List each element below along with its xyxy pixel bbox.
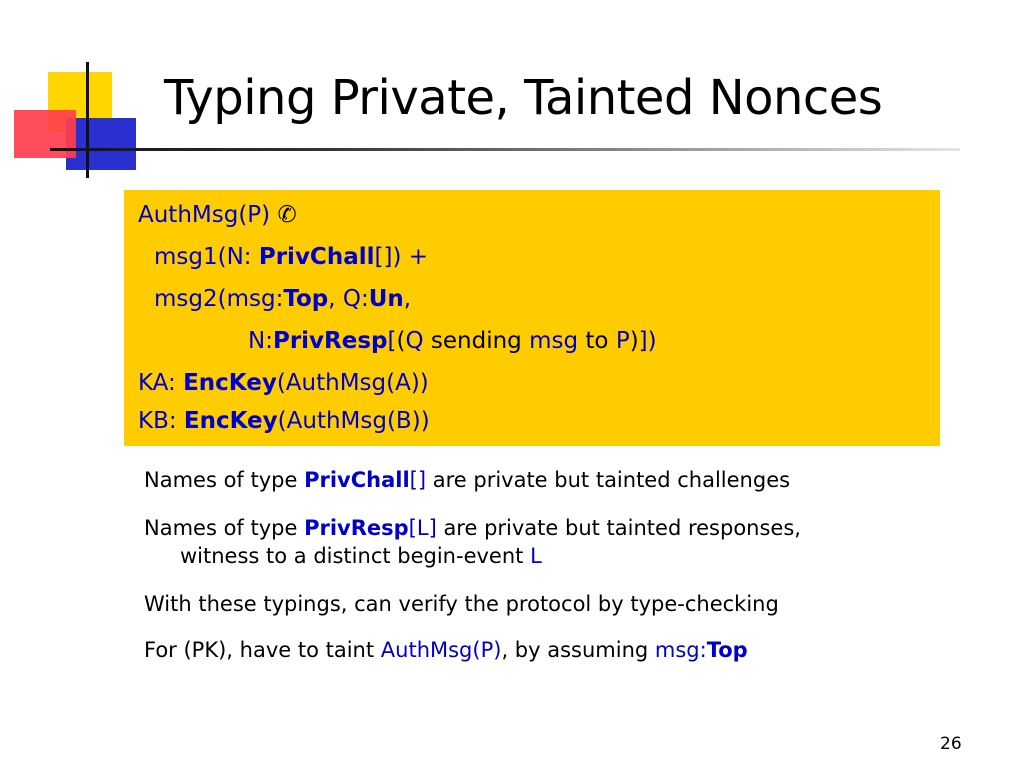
ka-label: KA:	[138, 370, 184, 396]
q-var: Q	[405, 328, 424, 354]
un-type: Un	[368, 286, 404, 312]
msg2-text: msg2(msg:	[154, 286, 284, 312]
bullet-text: are private but tainted challenges	[426, 468, 791, 492]
decor-vertical-line	[86, 62, 89, 178]
enckey-type: EncKey	[183, 408, 278, 434]
code-line-1	[138, 202, 297, 228]
code-line-2	[154, 244, 428, 270]
privresp-type: PrivResp	[272, 328, 388, 354]
code-line-4	[248, 328, 657, 354]
bullet-text: witness to a distinct begin-event	[180, 544, 531, 568]
bullet-text: Names of type	[144, 468, 305, 492]
open-paren: (	[396, 328, 406, 354]
close-paren: )	[392, 244, 402, 270]
empty-brackets: []	[374, 244, 393, 270]
decor-blue-square	[66, 118, 136, 170]
bullet-2-continuation	[180, 544, 542, 568]
bullet-text: , by assuming	[501, 638, 655, 662]
empty-brackets: []	[409, 468, 427, 492]
title-underline	[50, 148, 960, 151]
authmsg-def: AuthMsg(P)	[138, 202, 271, 228]
to-word: to	[578, 328, 616, 354]
authmsg-b: (AuthMsg(B))	[277, 408, 430, 434]
page-number: 26	[940, 734, 962, 754]
bullet-text: With these typings, can verify the protocol by type-checking	[144, 592, 779, 616]
plus-sign: +	[401, 244, 429, 270]
code-line-5	[138, 370, 429, 396]
privchall-type: PrivChall	[304, 468, 410, 492]
p-var: P	[615, 328, 630, 354]
msg1-text: msg1(N:	[154, 244, 259, 270]
bullet-text: Names of type	[144, 516, 305, 540]
comma: ,	[403, 286, 412, 312]
msg-var: msg	[529, 328, 579, 354]
bullet-1	[144, 468, 790, 492]
authmsg-p: AuthMsg(P)	[380, 638, 502, 662]
top-type: Top	[283, 286, 329, 312]
open-bracket: [	[387, 328, 397, 354]
privchall-type: PrivChall	[258, 244, 375, 270]
bullet-text: are private but tainted responses,	[436, 516, 801, 540]
code-line-3	[154, 286, 411, 312]
sending-word: sending	[423, 328, 530, 354]
authmsg-a: (AuthMsg(A))	[276, 370, 429, 396]
close-paren: )	[629, 328, 639, 354]
l-brackets: [L]	[408, 516, 437, 540]
top-type: Top	[706, 638, 748, 662]
close-bracket-paren: ])	[638, 328, 657, 354]
phone-icon: ✆	[277, 202, 297, 228]
bullet-2	[144, 516, 801, 540]
enckey-type: EncKey	[183, 370, 277, 396]
code-line-6	[138, 408, 430, 434]
q-label: , Q:	[328, 286, 369, 312]
slide-title: Typing Private, Tainted Nonces	[164, 70, 883, 126]
bullet-4	[144, 638, 748, 662]
bullet-text: For (PK), have to taint	[144, 638, 381, 662]
l-var: L	[530, 544, 542, 568]
kb-label: KB:	[138, 408, 184, 434]
privresp-type: PrivResp	[304, 516, 409, 540]
msg-var: msg:	[654, 638, 707, 662]
code-box	[124, 190, 940, 446]
n-label: N:	[248, 328, 273, 354]
bullet-3	[144, 592, 779, 616]
